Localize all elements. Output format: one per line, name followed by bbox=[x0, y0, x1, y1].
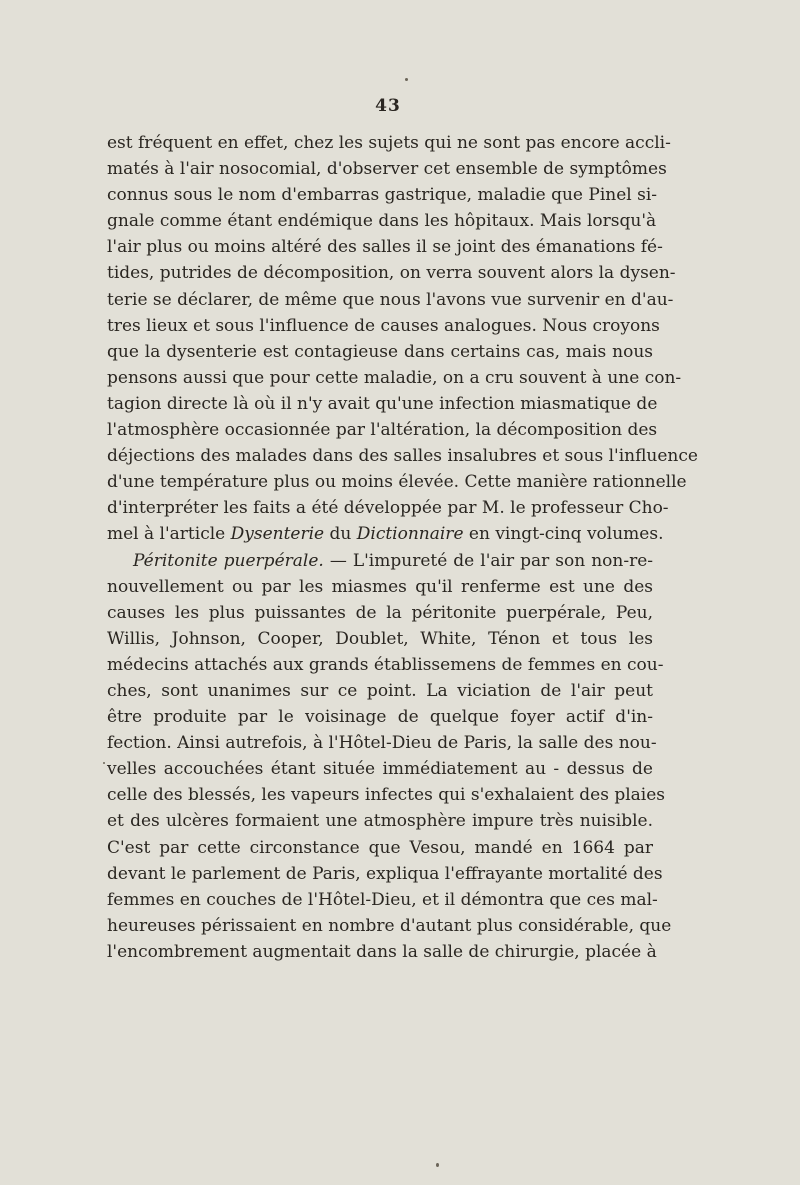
text-line bbox=[107, 182, 658, 208]
text-segment: heureuses périssaient en nombre d'autant plus considérable, que bbox=[107, 915, 672, 936]
text-segment: fection. Ainsi autrefois, à l'Hôtel-Dieu de Paris, la salle des nou- bbox=[107, 733, 657, 754]
text-line bbox=[107, 939, 657, 965]
text-segment: terie se déclarer, de même que nous l'avons vue survenir en d'au- bbox=[107, 289, 674, 310]
text-segment: d'interpréter les faits a été développée par M. le professeur Cho- bbox=[107, 498, 669, 519]
text-segment: déjections des malades dans des salles insalubres et sous l'influence bbox=[107, 446, 698, 467]
text-segment: matés à l'air nosocomial, d'observer cet ensemble de symptômes bbox=[107, 159, 667, 180]
text-line bbox=[107, 495, 669, 521]
text-line bbox=[107, 391, 658, 417]
text-line bbox=[107, 313, 660, 339]
text-line bbox=[107, 521, 664, 547]
text-line bbox=[107, 730, 657, 756]
text-segment: médecins attachés aux grands établissemens de femmes en cou- bbox=[107, 654, 664, 675]
text-line bbox=[107, 835, 653, 861]
text-segment: velles accouchées étant située immédiatement au - dessus de bbox=[107, 759, 653, 780]
text-segment: du bbox=[324, 524, 357, 545]
text-line bbox=[107, 548, 653, 574]
text-segment: nouvellement ou par les miasmes qu'il renferme est une des bbox=[107, 576, 653, 597]
italic-text: Dysenterie bbox=[230, 524, 325, 545]
text-line bbox=[107, 365, 682, 391]
text-line bbox=[107, 130, 671, 156]
text-segment: gnale comme étant endémique dans les hôpitaux. Mais lorsqu'à bbox=[107, 211, 657, 232]
text-segment: ches, sont unanimes sur ce point. La viciation de l'air peut bbox=[107, 680, 653, 701]
paper-speck bbox=[436, 1163, 439, 1167]
text-segment: que la dysenterie est contagieuse dans certains cas, mais nous bbox=[107, 341, 653, 362]
page-number: 43 bbox=[375, 96, 401, 116]
paper-speck bbox=[405, 78, 408, 81]
text-segment: en vingt-cinq volumes. bbox=[463, 524, 664, 545]
text-line bbox=[107, 208, 657, 234]
text-segment: causes les plus puissantes de la péritonite puerpérale, Peu, bbox=[107, 602, 653, 623]
text-line bbox=[107, 339, 653, 365]
text-line bbox=[107, 704, 653, 730]
text-line bbox=[107, 782, 666, 808]
text-segment: — L'impureté de l'air par son non-re- bbox=[323, 550, 653, 571]
text-line bbox=[107, 887, 658, 913]
text-line bbox=[107, 626, 653, 652]
text-line bbox=[107, 443, 698, 469]
text-segment: tagion directe là où il n'y avait qu'une infection miasmatique de bbox=[107, 393, 658, 414]
text-line bbox=[107, 861, 663, 887]
text-line bbox=[107, 652, 664, 678]
italic-text: Dictionnaire bbox=[356, 524, 464, 545]
text-segment: d'une température plus ou moins élevée. Cette manière rationnelle bbox=[107, 472, 687, 493]
text-segment: celle des blessés, les vapeurs infectes qui s'exhalaient des plaies bbox=[107, 785, 666, 806]
text-segment: être produite par le voisinage de quelque foyer actif d'in- bbox=[107, 707, 653, 728]
text-segment: pensons aussi que pour cette maladie, on a cru souvent à une con- bbox=[107, 367, 682, 388]
text-line bbox=[107, 417, 658, 443]
text-segment: Willis, Johnson, Cooper, Doublet, White, Ténon et tous les bbox=[107, 628, 653, 649]
text-segment: femmes en couches de l'Hôtel-Dieu, et il démontra que ces mal- bbox=[107, 889, 658, 910]
body-text bbox=[107, 130, 698, 965]
text-line bbox=[107, 287, 674, 313]
text-segment: est fréquent en effet, chez les sujets qui ne sont pas encore accli- bbox=[107, 133, 671, 153]
text-line bbox=[107, 678, 653, 704]
text-segment: connus sous le nom d'embarras gastrique, maladie que Pinel si- bbox=[107, 185, 658, 206]
text-line bbox=[107, 756, 653, 782]
text-segment: et des ulcères formaient une atmosphère impure très nuisible. bbox=[107, 811, 653, 832]
text-segment: tides, putrides de décomposition, on verra souvent alors la dysen- bbox=[107, 263, 676, 284]
paper-speck bbox=[103, 762, 105, 764]
text-segment: l'encombrement augmentait dans la salle de chirurgie, placée à bbox=[107, 941, 657, 962]
text-line bbox=[107, 913, 672, 939]
text-line bbox=[107, 469, 687, 495]
text-segment: tres lieux et sous l'influence de causes analogues. Nous croyons bbox=[107, 315, 660, 336]
text-segment: devant le parlement de Paris, expliqua l'effrayante mortalité des bbox=[107, 863, 663, 884]
text-segment: mel à l'article bbox=[107, 524, 231, 545]
text-line bbox=[107, 574, 653, 600]
text-line bbox=[107, 260, 676, 286]
text-line bbox=[107, 808, 653, 834]
text-segment: l'atmosphère occasionnée par l'altération, la décomposition des bbox=[107, 420, 658, 441]
text-line bbox=[107, 600, 653, 626]
text-line bbox=[107, 234, 663, 260]
text-segment: C'est par cette circonstance que Vesou, mandé en 1664 par bbox=[107, 837, 653, 858]
text-segment: l'air plus ou moins altéré des salles il se joint des émanations fé- bbox=[107, 237, 663, 258]
text-line bbox=[107, 156, 667, 182]
italic-text: Péritonite puerpérale. bbox=[133, 550, 324, 571]
